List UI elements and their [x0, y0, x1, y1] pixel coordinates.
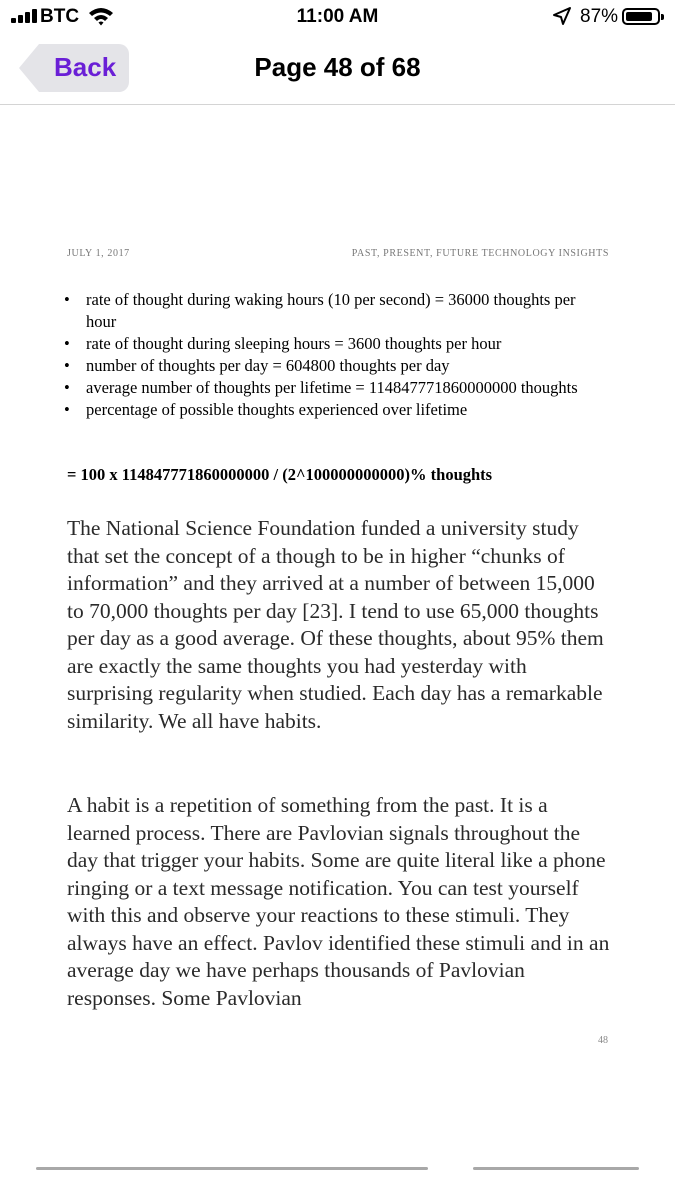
running-header-date: JULY 1, 2017 [67, 248, 130, 259]
list-item: • percentage of possible thoughts experienced over lifetime [62, 399, 582, 421]
nav-divider [0, 104, 675, 105]
battery-icon [622, 8, 660, 25]
clock: 11:00 AM [296, 6, 379, 27]
horizontal-scrollbar[interactable] [36, 1167, 428, 1170]
location-arrow-icon [552, 6, 572, 26]
carrier-name: BTC [40, 6, 80, 27]
list-item: • rate of thought during waking hours (10 per second) = 36000 thoughts per hour [62, 289, 582, 333]
page-scroll-indicator[interactable] [473, 1167, 639, 1170]
formula: = 100 x 114847771860000000 / (2^100000000000)% thoughts [67, 465, 493, 484]
list-item: • rate of thought during sleeping hours = 3600 thoughts per hour [62, 333, 582, 355]
list-item: • average number of thoughts per lifetime = 114847771860000000 thoughts [62, 377, 582, 399]
list-item: • number of thoughts per day = 604800 thoughts per day [62, 355, 582, 377]
back-button-label[interactable]: Back [54, 52, 117, 82]
bullet-list [62, 289, 582, 421]
battery-percent: 87% [580, 6, 619, 27]
page-number: 48 [598, 1035, 608, 1046]
body-paragraph: A habit is a repetition of something from the past. It is a learned process. There are Pavlovian signals throughout the day that trigger your habits. Some are quite literal like a phone ringing or a text message notification. You can test yourself with this and observe your reactions to these stimuli. They always have an effect. Pavlov identified these stimuli and in an average day we have perhaps thousands of Pavlovian responses. Some Pavlovian [67, 793, 610, 1010]
page-title: Page 48 of 68 [254, 52, 421, 82]
running-header-title: PAST, PRESENT, FUTURE TECHNOLOGY INSIGHTS [351, 248, 609, 259]
status-bar [0, 0, 675, 34]
body-paragraph: The National Science Foundation funded a university study that set the concept of a though to be in higher “chunks of information” and they arrived at a number of between 15,000 to 70,000 thoughts per day [23]. I tend to use 65,000 thoughts per day as a good average. Of these thoughts, about 95% them are exactly the same thoughts you had yesterday with surprising regularity when studied. Each day has a remarkable similarity. We all have habits. [67, 516, 604, 733]
